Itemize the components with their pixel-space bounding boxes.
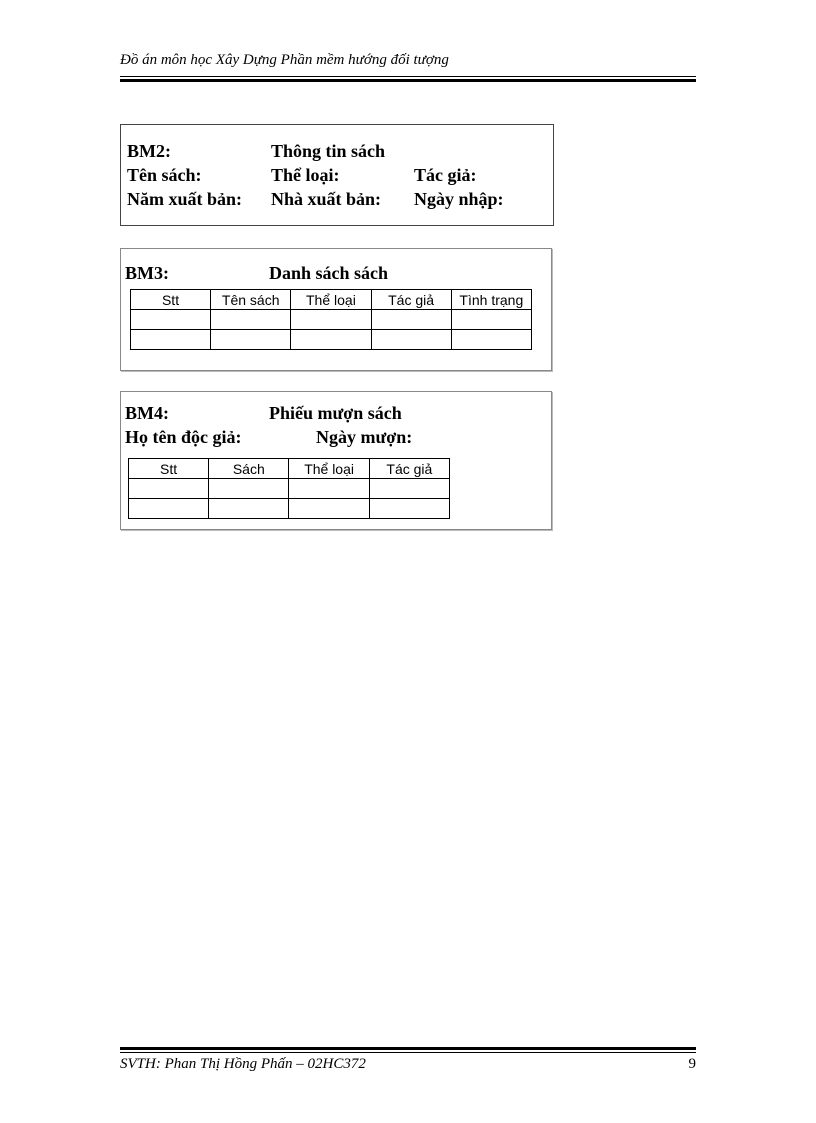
bm2-field-book-name: Tên sách: [127,165,202,185]
bm4-col-genre: Thể loại [289,459,369,479]
header-title: Đồ án môn học Xây Dựng Phần mềm hướng đối tượng [120,52,449,68]
footer-rule-thick [120,1047,696,1050]
footer-author: SVTH: Phan Thị Hồng Phấn – 02HC372 [120,1056,366,1072]
bm4-col-stt: Stt [129,459,209,479]
table-row [129,499,450,519]
bm3-code: BM3: [125,263,169,283]
header-rule-thick [120,79,696,82]
bm2-field-import-date: Ngày nhập: [414,189,504,209]
bm3-col-stt: Stt [131,290,211,310]
table-row [131,310,532,330]
bm3-col-book-name: Tên sách [211,290,291,310]
bm4-col-book: Sách [209,459,289,479]
bm3-col-genre: Thể loại [291,290,371,310]
bm2-field-author: Tác giả: [414,165,477,185]
bm3-col-author: Tác giả [371,290,451,310]
bm4-form [120,391,552,530]
header-rule-thin [120,76,696,77]
bm4-field-borrow-date: Ngày mượn: [316,427,413,447]
footer-rule-thin [120,1052,696,1053]
bm2-code: BM2: [127,141,171,161]
bm3-col-status: Tình trạng [451,290,531,310]
bm3-form [120,248,552,371]
table-row [129,479,450,499]
bm2-form [120,124,554,226]
page-number: 9 [688,1056,696,1072]
bm2-field-genre: Thể loại: [271,165,340,185]
bm4-title: Phiếu mượn sách [269,403,402,423]
bm2-field-publisher: Nhà xuất bản: [271,189,382,209]
bm4-col-author: Tác giả [369,459,449,479]
bm3-title: Danh sách sách [269,263,389,283]
bm2-field-publish-year: Năm xuất bản: [127,189,243,209]
bm4-code: BM4: [125,403,169,423]
bm3-table-header [131,290,532,310]
bm4-field-reader-name: Họ tên độc giả: [125,427,242,447]
bm4-table-header [129,459,450,479]
table-row [131,330,532,350]
bm2-title: Thông tin sách [271,141,386,161]
bm3-table [130,289,532,350]
bm4-table [128,458,450,519]
